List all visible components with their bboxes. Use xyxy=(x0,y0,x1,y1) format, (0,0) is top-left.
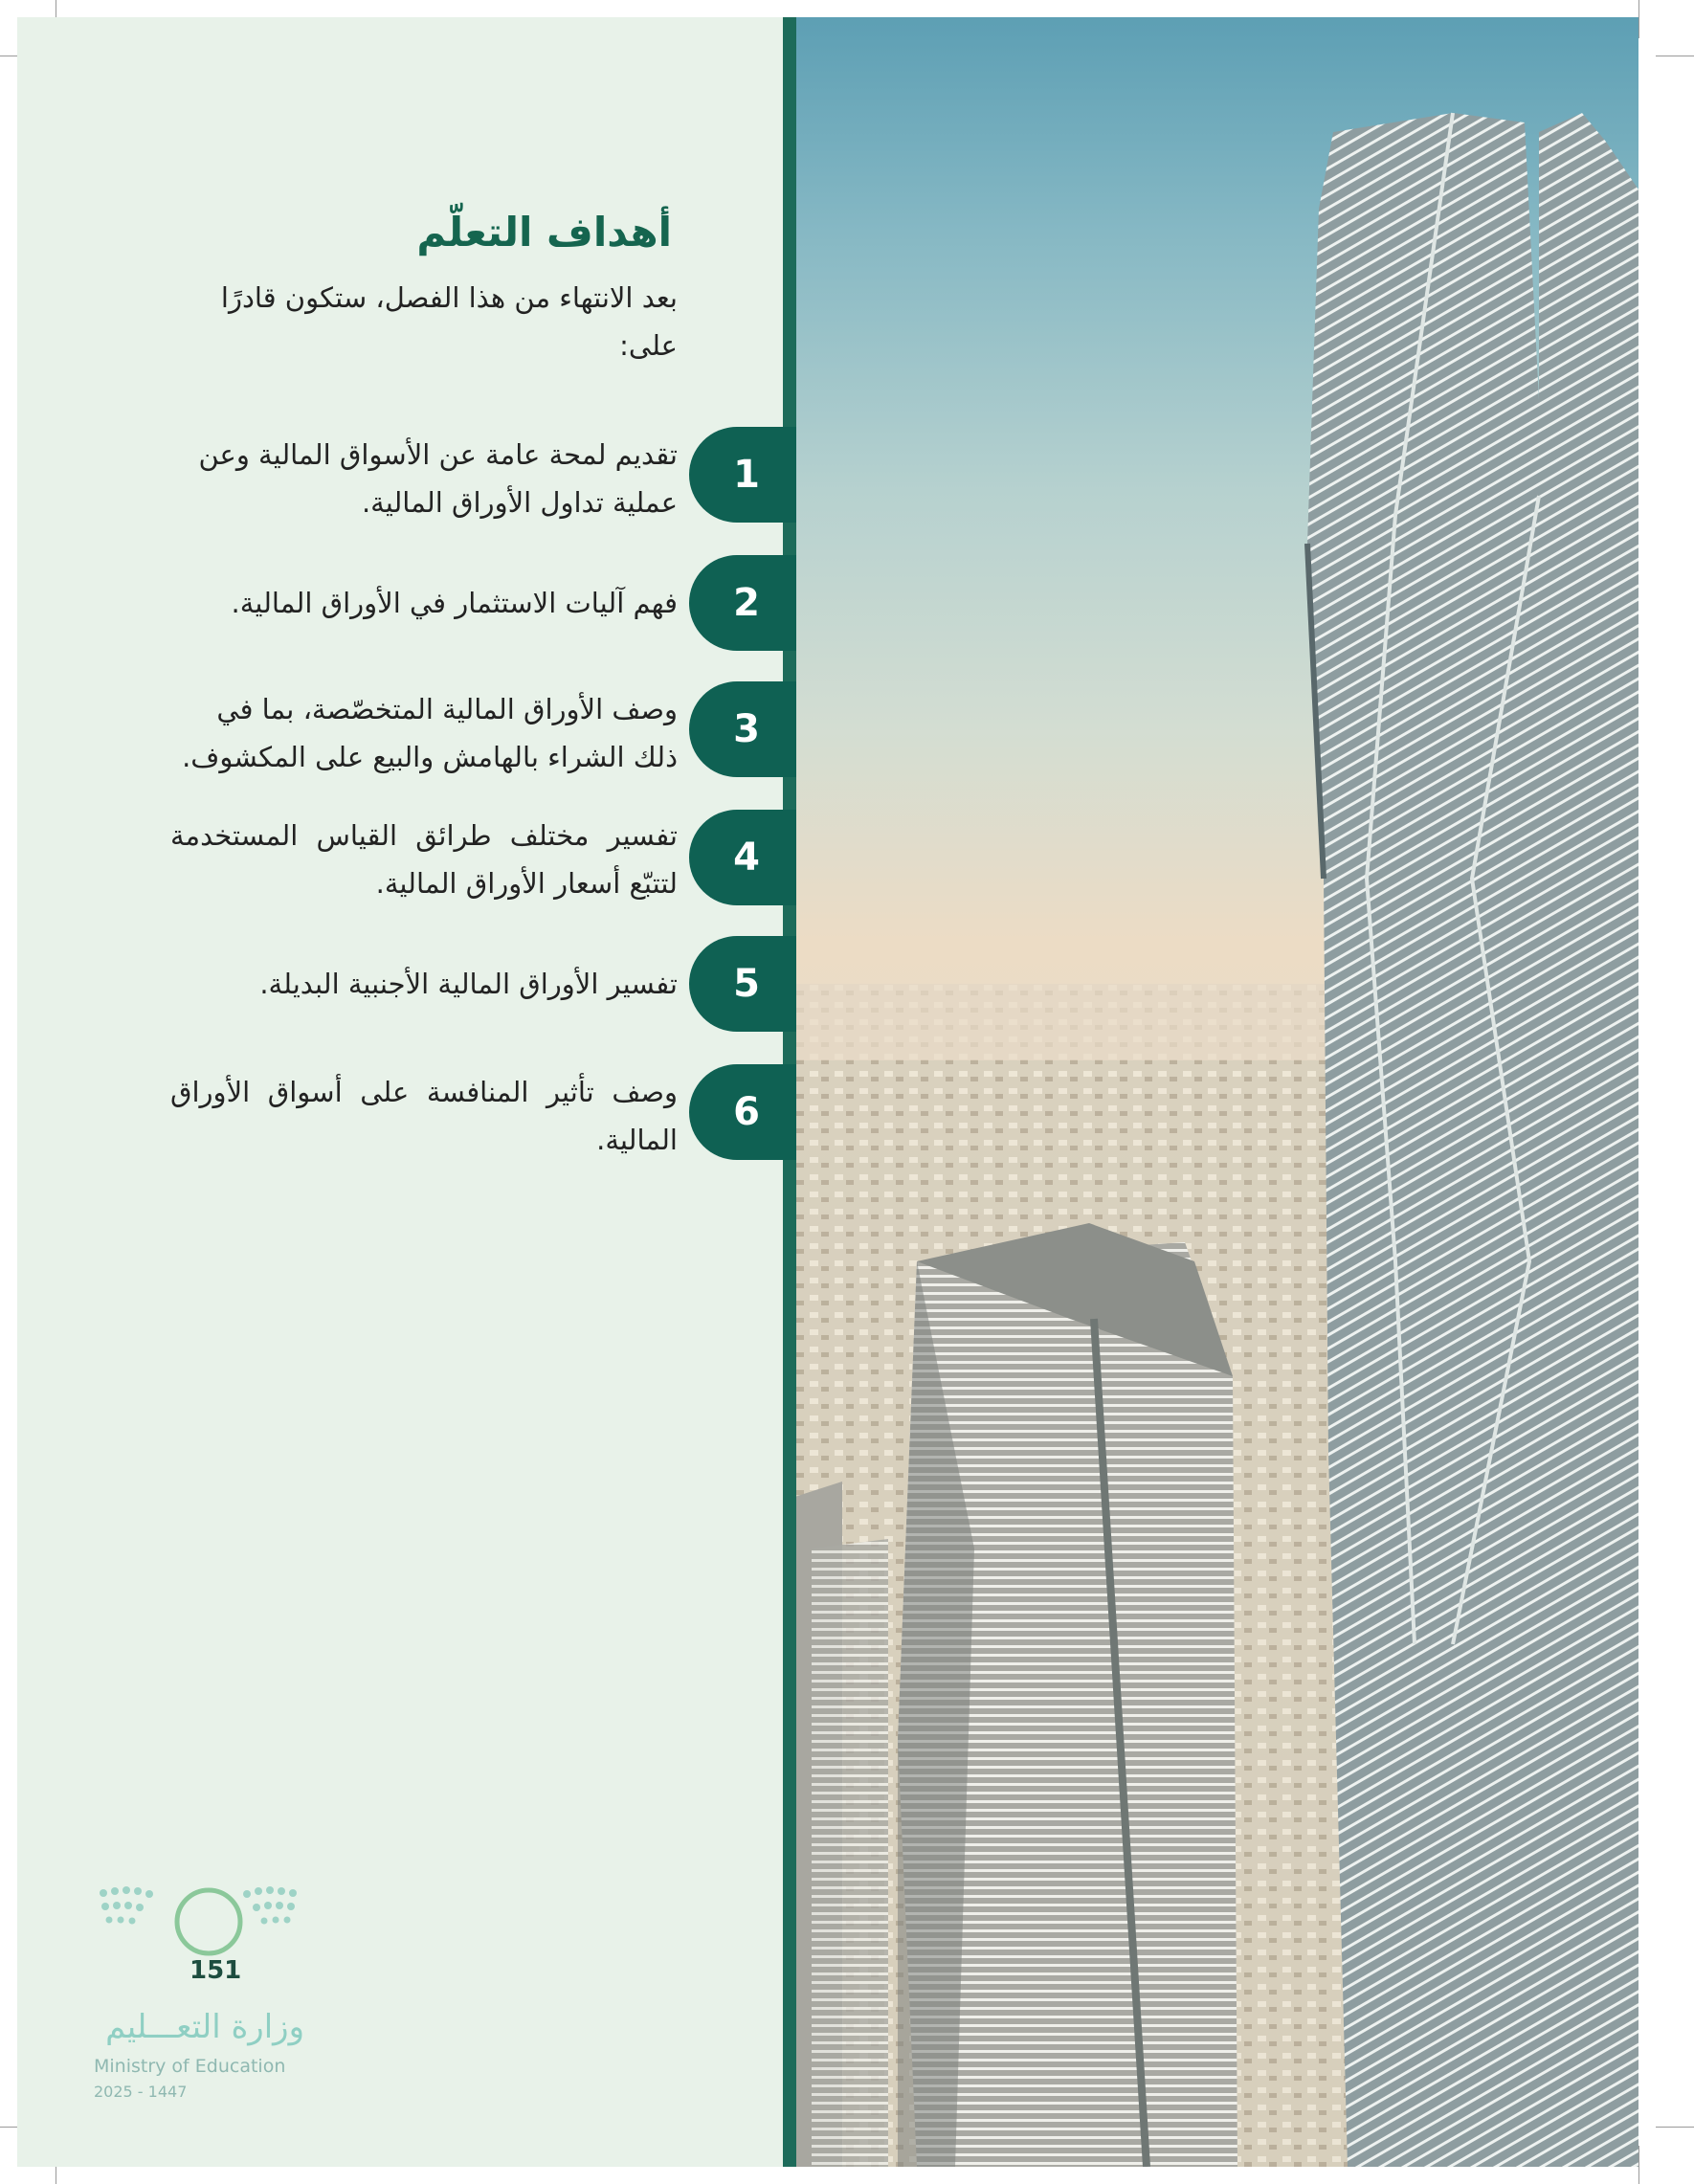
objective-number-badge: 3 xyxy=(689,681,796,777)
objective-item xyxy=(170,427,796,523)
objective-item xyxy=(170,810,796,905)
objective-number-badge: 6 xyxy=(689,1064,796,1160)
objective-item xyxy=(170,1064,796,1160)
objective-item xyxy=(170,936,796,1032)
objective-text: تفسير الأوراق المالية الأجنبية البديلة. xyxy=(259,968,678,1000)
objective-item xyxy=(170,555,796,651)
objective-number-badge: 5 xyxy=(689,936,796,1032)
skyline-photo xyxy=(783,17,1638,2167)
crop-mark xyxy=(1656,2127,1694,2128)
crop-mark xyxy=(1638,2146,1639,2184)
objective-text: تفسير مختلف طرائق القياس المستخدمة لتتبّع أسعار الأوراق المالية. xyxy=(170,819,678,900)
objective-text: وصف الأوراق المالية المتخصّصة، بما في ذلك الشراء بالهامش والبيع على المكشوف. xyxy=(182,693,678,773)
intro-text: بعد الانتهاء من هذا الفصل، ستكون قادرًا على: xyxy=(220,281,678,362)
objective-number-badge: 1 xyxy=(689,427,796,523)
edition-year: 2025 - 1447 xyxy=(94,2083,188,2101)
crop-mark xyxy=(1638,0,1639,38)
ministry-name-english: Ministry of Education xyxy=(94,2056,286,2077)
objective-item xyxy=(170,681,796,777)
objective-text: فهم آليات الاستثمار في الأوراق المالية. xyxy=(231,587,678,619)
textbook-page xyxy=(17,17,1638,2167)
objective-number-badge: 4 xyxy=(689,810,796,905)
page-title: أهداف التعلّم xyxy=(416,209,672,256)
objective-text: وصف تأثير المنافسة على أسواق الأوراق المالية. xyxy=(170,1076,678,1156)
page-number: 151 xyxy=(189,1956,242,1985)
ministry-name-arabic: وزارة التعـــليم xyxy=(105,2008,304,2046)
objective-text: تقديم لمحة عامة عن الأسواق المالية وعن عملية تداول الأوراق المالية. xyxy=(198,438,678,519)
objective-number-badge: 2 xyxy=(689,555,796,651)
